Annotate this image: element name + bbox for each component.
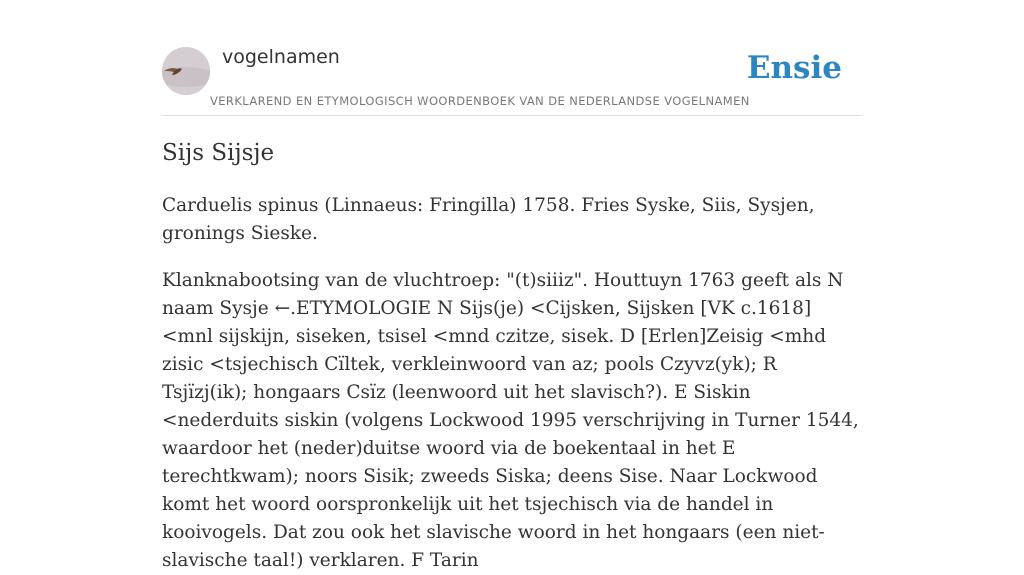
page-title: Sijs Sijsje <box>162 140 275 166</box>
article-paragraph: Klanknabootsing van de vluchtroep: "(t)siiiz". Houttuyn 1763 geeft als N naam Sysje ←.ETYMOLOGIE N Sijs(je) <Cijsken, Sijsken [VK c.1618] <mnl sijskijn, siseken, tsisel <mnd czitze, sisek. D [Erlen]Zeisig <mhd zisic <tsjechisch Cïltek, verkleinwoord van az; pools Czyvz(yk); R Tsjïzj(ik); hongaars Csïz (leenwoord uit het slavisch?). E Siskin <nederduits siskin (volgens Lockwood 1995 verschrijving in Turner 1544, waardoor het (neder)duitse woord via de boekentaal in het E terechtkwam); noors Sisik; zweeds Siska; deens Sise. Naar Lockwood komt het woord oorspronkelijk uit het tsjechisch via de handel in kooivogels. Dat zou ook het slavische woord in het hongaars (een niet-slavische taal!) verklaren. F Tarin <box>162 270 859 571</box>
article-paragraph: Carduelis spinus (Linnaeus: Fringilla) 1758. Fries Syske, Siis, Sysjen, gronings Sieske. <box>162 195 815 244</box>
page-container <box>162 0 862 571</box>
site-tagline: VERKLAREND EN ETYMOLOGISCH WOORDENBOEK VAN DE NEDERLANDSE VOGELNAMEN <box>210 94 750 108</box>
header-divider <box>162 115 862 116</box>
bird-photo-icon <box>162 47 210 95</box>
avatar[interactable] <box>162 47 210 95</box>
brand-logo[interactable]: Ensie <box>746 50 842 86</box>
site-name-link[interactable]: vogelnamen <box>222 46 340 68</box>
